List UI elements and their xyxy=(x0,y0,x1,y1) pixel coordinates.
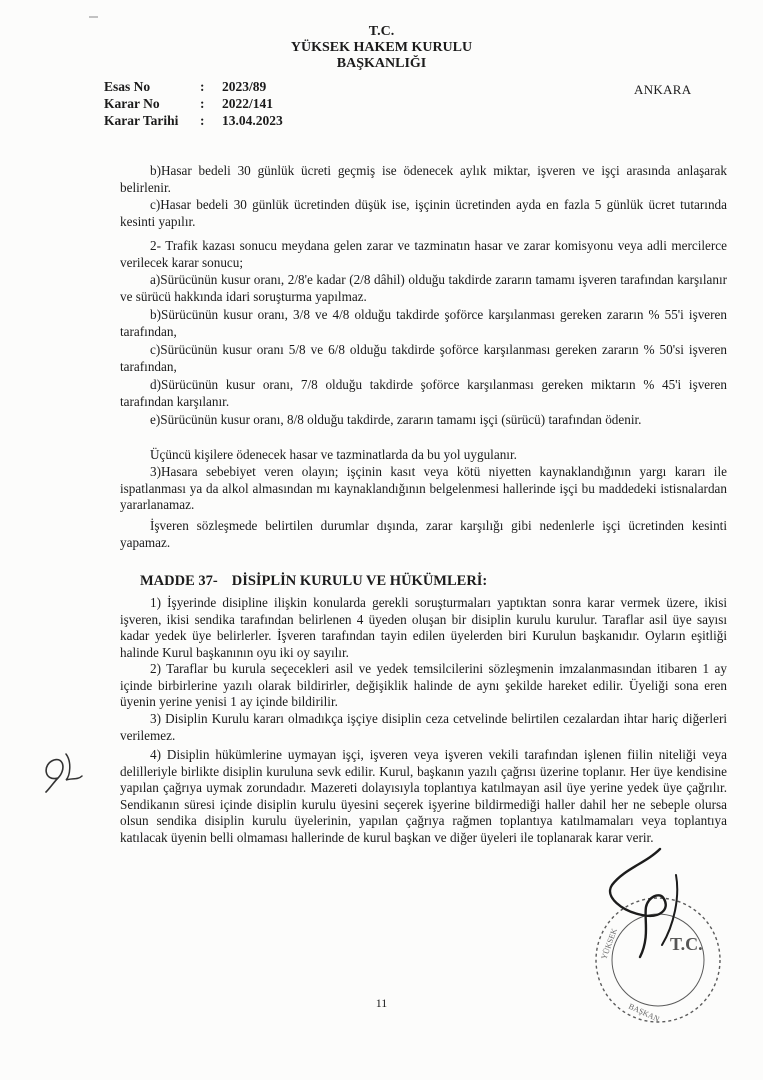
paragraph: 3)Hasara sebebiyet veren olayın; işçinin kasıt veya kötü niyetten kaynaklandığının yargı kararı ile ispatlanması ya da alkol almasından mı kaynaklandığının belgelenmesi hallerinde işçi bu maddedeki istisnalardan yararlanamaz. xyxy=(120,464,727,512)
svg-text:BAŞKAN: BAŞKAN xyxy=(627,1001,661,1024)
paragraph: e)Sürücünün kusur oranı, 8/8 olduğu takdirde, zararın tamamı işçi (sürücü) tarafından ödenir. xyxy=(150,412,642,427)
handwritten-initials xyxy=(36,748,86,796)
meta-value: 2022/141 xyxy=(222,96,274,111)
paragraph: c)Hasar bedeli 30 günlük ücretinden düşük ise, işçinin ücretinden ayda en fazla 5 günlük ücret tutarında kesinti yapılır. xyxy=(120,197,727,229)
meta-colon: : xyxy=(200,96,205,111)
svg-text:YÜKSEK: YÜKSEK xyxy=(599,927,619,961)
article-paragraph: 4) Disiplin hükümlerine uymayan işçi, işveren veya işveren vekili tarafından işlenen fiilin niteliği veya delilleriyle birlikte disiplin kuruluna sevk edilir. Kurul, başkanın yazılı çağrısı üzerine toplanır. Her üye kendisine yapılan çağrıya uymak zorundadır. Mazereti dolayısıyla toplantıya katılmayan asil üye yerine yedek üye çağrılır. Sendikanın süresi içinde disiplin kurulu üyesini seçerek işyerine bildirmediği haller dahil her ne sebeple olursa olsun sendika disiplin kurulu üyelerinin, yapılan çağrıya rağmen toplantıya katılmamaları veya toplantıya katılacak üyenin belli olmaması hallerinde de kurul başkan ve diğer üyeleri ile toplanarak karar verir. xyxy=(120,747,727,845)
paragraph: 2- Trafik kazası sonucu meydana gelen zarar ve tazminatın hasar ve zarar komisyonu veya adli mercilerce verilecek karar sonucu; xyxy=(120,238,727,270)
article-number: MADDE 37- xyxy=(140,573,218,589)
header-tc: T.C. xyxy=(368,24,395,39)
meta-colon: : xyxy=(200,79,205,94)
city-label: ANKARA xyxy=(634,82,692,97)
meta-label: Karar No xyxy=(104,96,160,111)
article-heading xyxy=(140,573,501,590)
meta-value: 2023/89 xyxy=(222,79,267,94)
meta-esas-no xyxy=(104,78,266,95)
header-institution: YÜKSEK HAKEM KURULU xyxy=(290,40,473,55)
header-presidency: BAŞKANLIĞI xyxy=(336,56,427,71)
paragraph: b)Hasar bedeli 30 günlük ücreti geçmiş ise ödenecek aylık miktar, işveren ve işçi arasında anlaşarak belirlenir. xyxy=(120,163,727,195)
scan-speck xyxy=(88,14,100,20)
meta-value: 13.04.2023 xyxy=(222,113,283,128)
article-title: DİSİPLİN KURULU VE HÜKÜMLERİ: xyxy=(231,573,488,589)
meta-label: Esas No xyxy=(104,79,151,94)
paragraph: c)Sürücünün kusur oranı 5/8 ve 6/8 olduğu takdirde şoförce karşılanması gereken zararın % 50'si işveren tarafından, xyxy=(120,342,727,374)
handwritten-signature xyxy=(590,845,700,965)
paragraph: b)Sürücünün kusur oranı, 3/8 ve 4/8 olduğu takdirde şoförce karşılanması gereken zararın % 55'i işveren tarafından, xyxy=(120,307,727,339)
paragraph: Üçüncü kişilere ödenecek hasar ve tazminatlarda da bu yol uygulanır. xyxy=(150,447,517,462)
meta-karar-no xyxy=(104,95,273,112)
page-number: 11 xyxy=(375,996,388,1010)
paragraph: d)Sürücünün kusur oranı, 7/8 olduğu takdirde şoförce karşılanması gereken miktarın % 45'i işveren tarafından karşılanır. xyxy=(120,377,727,409)
article-paragraph: 2) Taraflar bu kurula seçecekleri asil ve yedek temsilcilerini sözleşmenin imzalanmasından itibaren 1 ay içinde birbirlerine yazılı olarak bildirirler, değişiklik halinde de aynı şekilde hareket edilir. Üyeliği sona eren üyenin yerine yenisi 1 ay içinde bildirilir. xyxy=(120,661,727,709)
meta-label: Karar Tarihi xyxy=(104,113,179,128)
paragraph: a)Sürücünün kusur oranı, 2/8'e kadar (2/8 dâhil) olduğu takdirde zararın tamamı işveren tarafından karşılanır ve sürücü hakkında idari soruşturma yapılmaz. xyxy=(120,272,727,304)
article-paragraph: 1) İşyerinde disipline ilişkin konularda gerekli soruşturmaları yaptıktan sonra karar vermek üzere, ikisi işveren, ikisi sendika tarafından belirlenen 4 üyeden oluşan bir disiplin kurulu kurulur. Taraflar asil üye sayısı kadar yedek üye belirlerler. İşveren tarafından tayin edilen üyelerden biri Kurulun başkanıdır. Oyların eşitliği halinde Kurul başkanının oyu iki oy sayılır. xyxy=(120,595,727,660)
paragraph: İşveren sözleşmede belirtilen durumlar dışında, zarar karşılığı gibi nedenlerle işçi ücretinden kesinti yapamaz. xyxy=(120,518,727,550)
svg-text:T.C.: T.C. xyxy=(670,934,703,954)
meta-colon: : xyxy=(200,113,205,128)
article-paragraph: 3) Disiplin Kurulu kararı olmadıkça işçiye disiplin ceza cetvelinde belirtilen cezalardan ihtar hariç diğerleri verilemez. xyxy=(120,711,727,743)
meta-karar-tarihi xyxy=(104,112,283,129)
